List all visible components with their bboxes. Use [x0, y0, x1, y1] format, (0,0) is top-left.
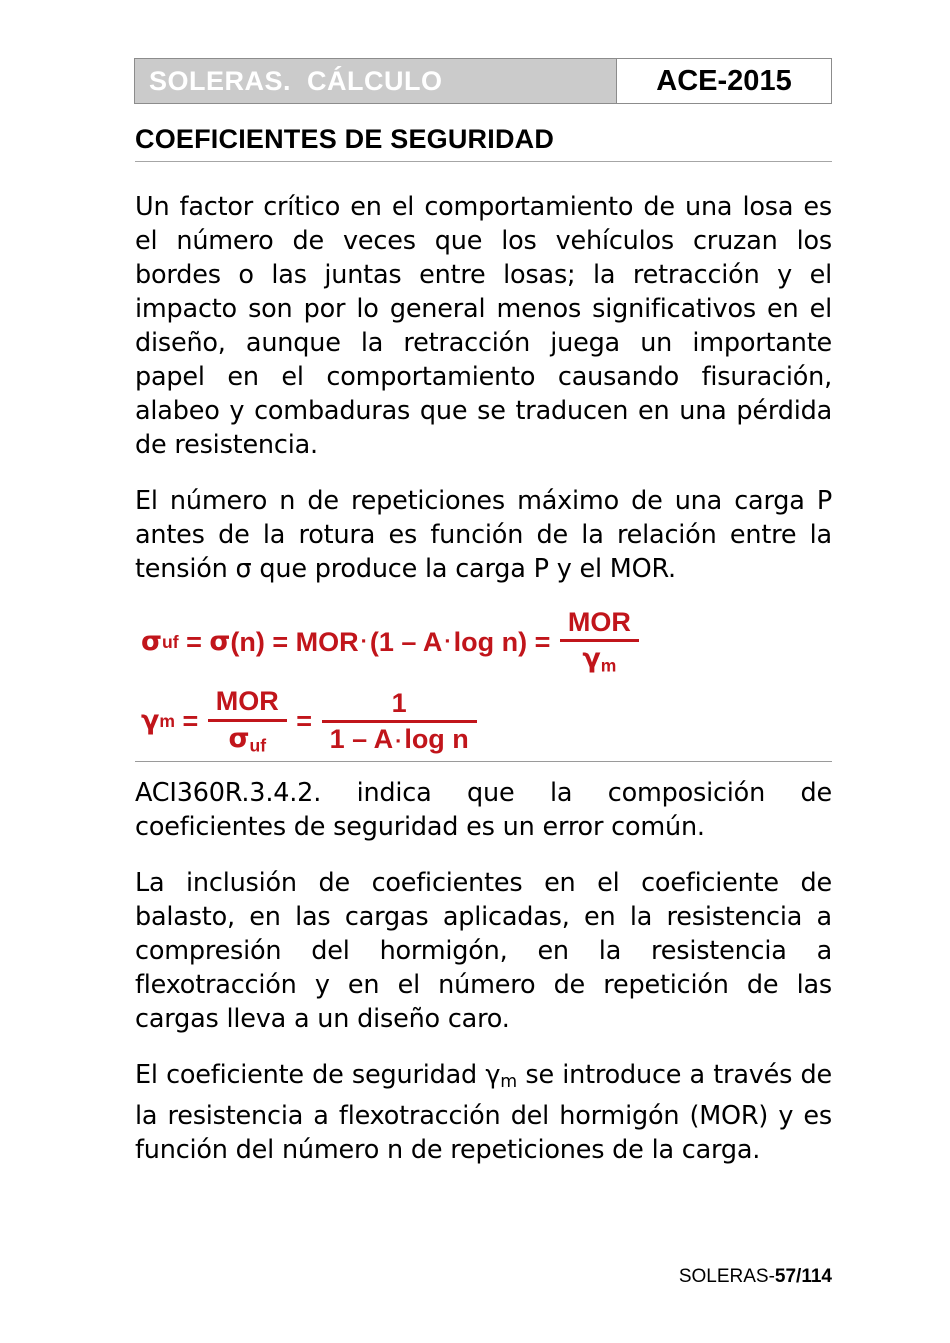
paragraph-safety-text-1: El coeficiente de seguridad	[135, 1059, 486, 1090]
gamma-subscript: m	[500, 1071, 518, 1092]
formula2-equals-2: =	[288, 706, 320, 737]
formula2-fraction2-numerator: 1	[391, 687, 407, 718]
section-heading: COEFICIENTES DE SEGURIDAD	[135, 124, 832, 162]
sigma-symbol: σ	[235, 554, 252, 584]
paragraph-safety-text-2: se introduce a través de la resistencia a flexotracción del hormigón (MOR) y es función del número n de repeticiones de la carga.	[135, 1059, 832, 1165]
formula1-mor: MOR	[295, 626, 359, 657]
formula1-equals-1: =	[178, 626, 210, 657]
paragraph-intro: Un factor crítico en el comportamiento de una losa es el número de veces que los vehículos cruzan los bordes o las juntas entre losas; la retracción y el impacto son por lo general menos significativos en el diseño, aunque la retracción juega un importante papel en el comportamiento causando fisuración, alabeo y combaduras que se traducen en una pérdida de resistencia.	[135, 192, 832, 460]
paragraph-safety-coefficient	[135, 1058, 832, 1167]
header-code-text: ACE-2015	[656, 64, 792, 97]
formula1-multiply-dot-1: ·	[360, 628, 368, 654]
document-content	[135, 190, 832, 1167]
formula-sigma-uf	[141, 608, 832, 675]
formula2-sigma-subscript: uf	[249, 735, 267, 755]
paragraph-repetitions-text-2: que produce la carga P y el MOR.	[251, 554, 676, 584]
formula2-fraction1-numerator: MOR	[215, 686, 279, 717]
footer-document-label: SOLERAS-	[678, 1266, 775, 1287]
formula2-fraction-2	[322, 689, 477, 754]
formula2-den-term-2: log n	[404, 723, 469, 754]
paragraph-repetitions-text-1: El número n de repeticiones máximo de una carga P antes de la rotura es función de la relación entre la tensión	[135, 486, 832, 584]
formula2-den-term-1: 1 – A	[329, 723, 394, 754]
page-header-band	[134, 58, 832, 104]
formula1-sigma-of-n-symbol: σ	[209, 625, 231, 657]
formula1-fraction	[560, 608, 639, 675]
header-title-box	[135, 59, 617, 103]
formula1-lhs-symbol: σ	[141, 625, 163, 657]
formula2-den-multiply-dot: ·	[395, 727, 403, 753]
formula1-fraction-denominator	[574, 644, 624, 675]
formula2-fraction1-bar	[208, 719, 287, 722]
formula2-fraction2-bar	[322, 720, 477, 723]
formula2-sigma-symbol: σ	[228, 722, 250, 754]
paragraph-inclusion: La inclusión de coeficientes en el coeficiente de balasto, en las cargas aplicadas, en la resistencia a compresión del hormigón, en la resistencia a flexotracción y en el número de repetición de las cargas lleva a un diseño caro.	[135, 867, 832, 1034]
formula2-fraction1-denominator	[220, 724, 274, 755]
footer-page-number: 57/114	[774, 1266, 832, 1287]
formula2-fraction-1	[208, 687, 287, 754]
header-title-text: SOLERAS. CÁLCULO	[149, 65, 443, 96]
formula1-equals-2: =	[264, 626, 296, 657]
formula-gamma-m	[141, 687, 832, 754]
page-footer	[135, 1266, 832, 1288]
formula2-lhs-subscript: m	[159, 710, 175, 731]
formula2-lhs-symbol: γ	[141, 705, 160, 737]
formula1-multiply-dot-2: ·	[444, 628, 452, 654]
formula1-paren-open-term: (1 – A	[369, 626, 443, 657]
section-divider-rule	[135, 761, 832, 762]
formula-block-2	[135, 687, 832, 754]
gamma-symbol: γ	[485, 1059, 501, 1090]
paragraph-repetitions	[135, 484, 832, 586]
formula2-equals-1: =	[175, 706, 206, 737]
formula1-sigma-of-n-arg: (n)	[230, 626, 265, 657]
header-code-box	[617, 59, 831, 103]
formula-block-1	[135, 608, 832, 675]
formula1-equals-3: =	[527, 626, 558, 657]
formula1-gamma-symbol: γ	[582, 643, 601, 675]
formula1-log-term: log n)	[453, 626, 528, 657]
formula2-fraction2-denominator	[322, 725, 477, 754]
paragraph-aci360r: ACI360R.3.4.2. indica que la composición de coeficientes de seguridad es un error común.	[135, 777, 832, 842]
formula1-fraction-numerator: MOR	[567, 607, 631, 637]
formula1-gamma-subscript: m	[600, 655, 617, 676]
formula1-fraction-bar	[560, 639, 639, 642]
formula1-lhs-subscript: uf	[162, 631, 179, 652]
